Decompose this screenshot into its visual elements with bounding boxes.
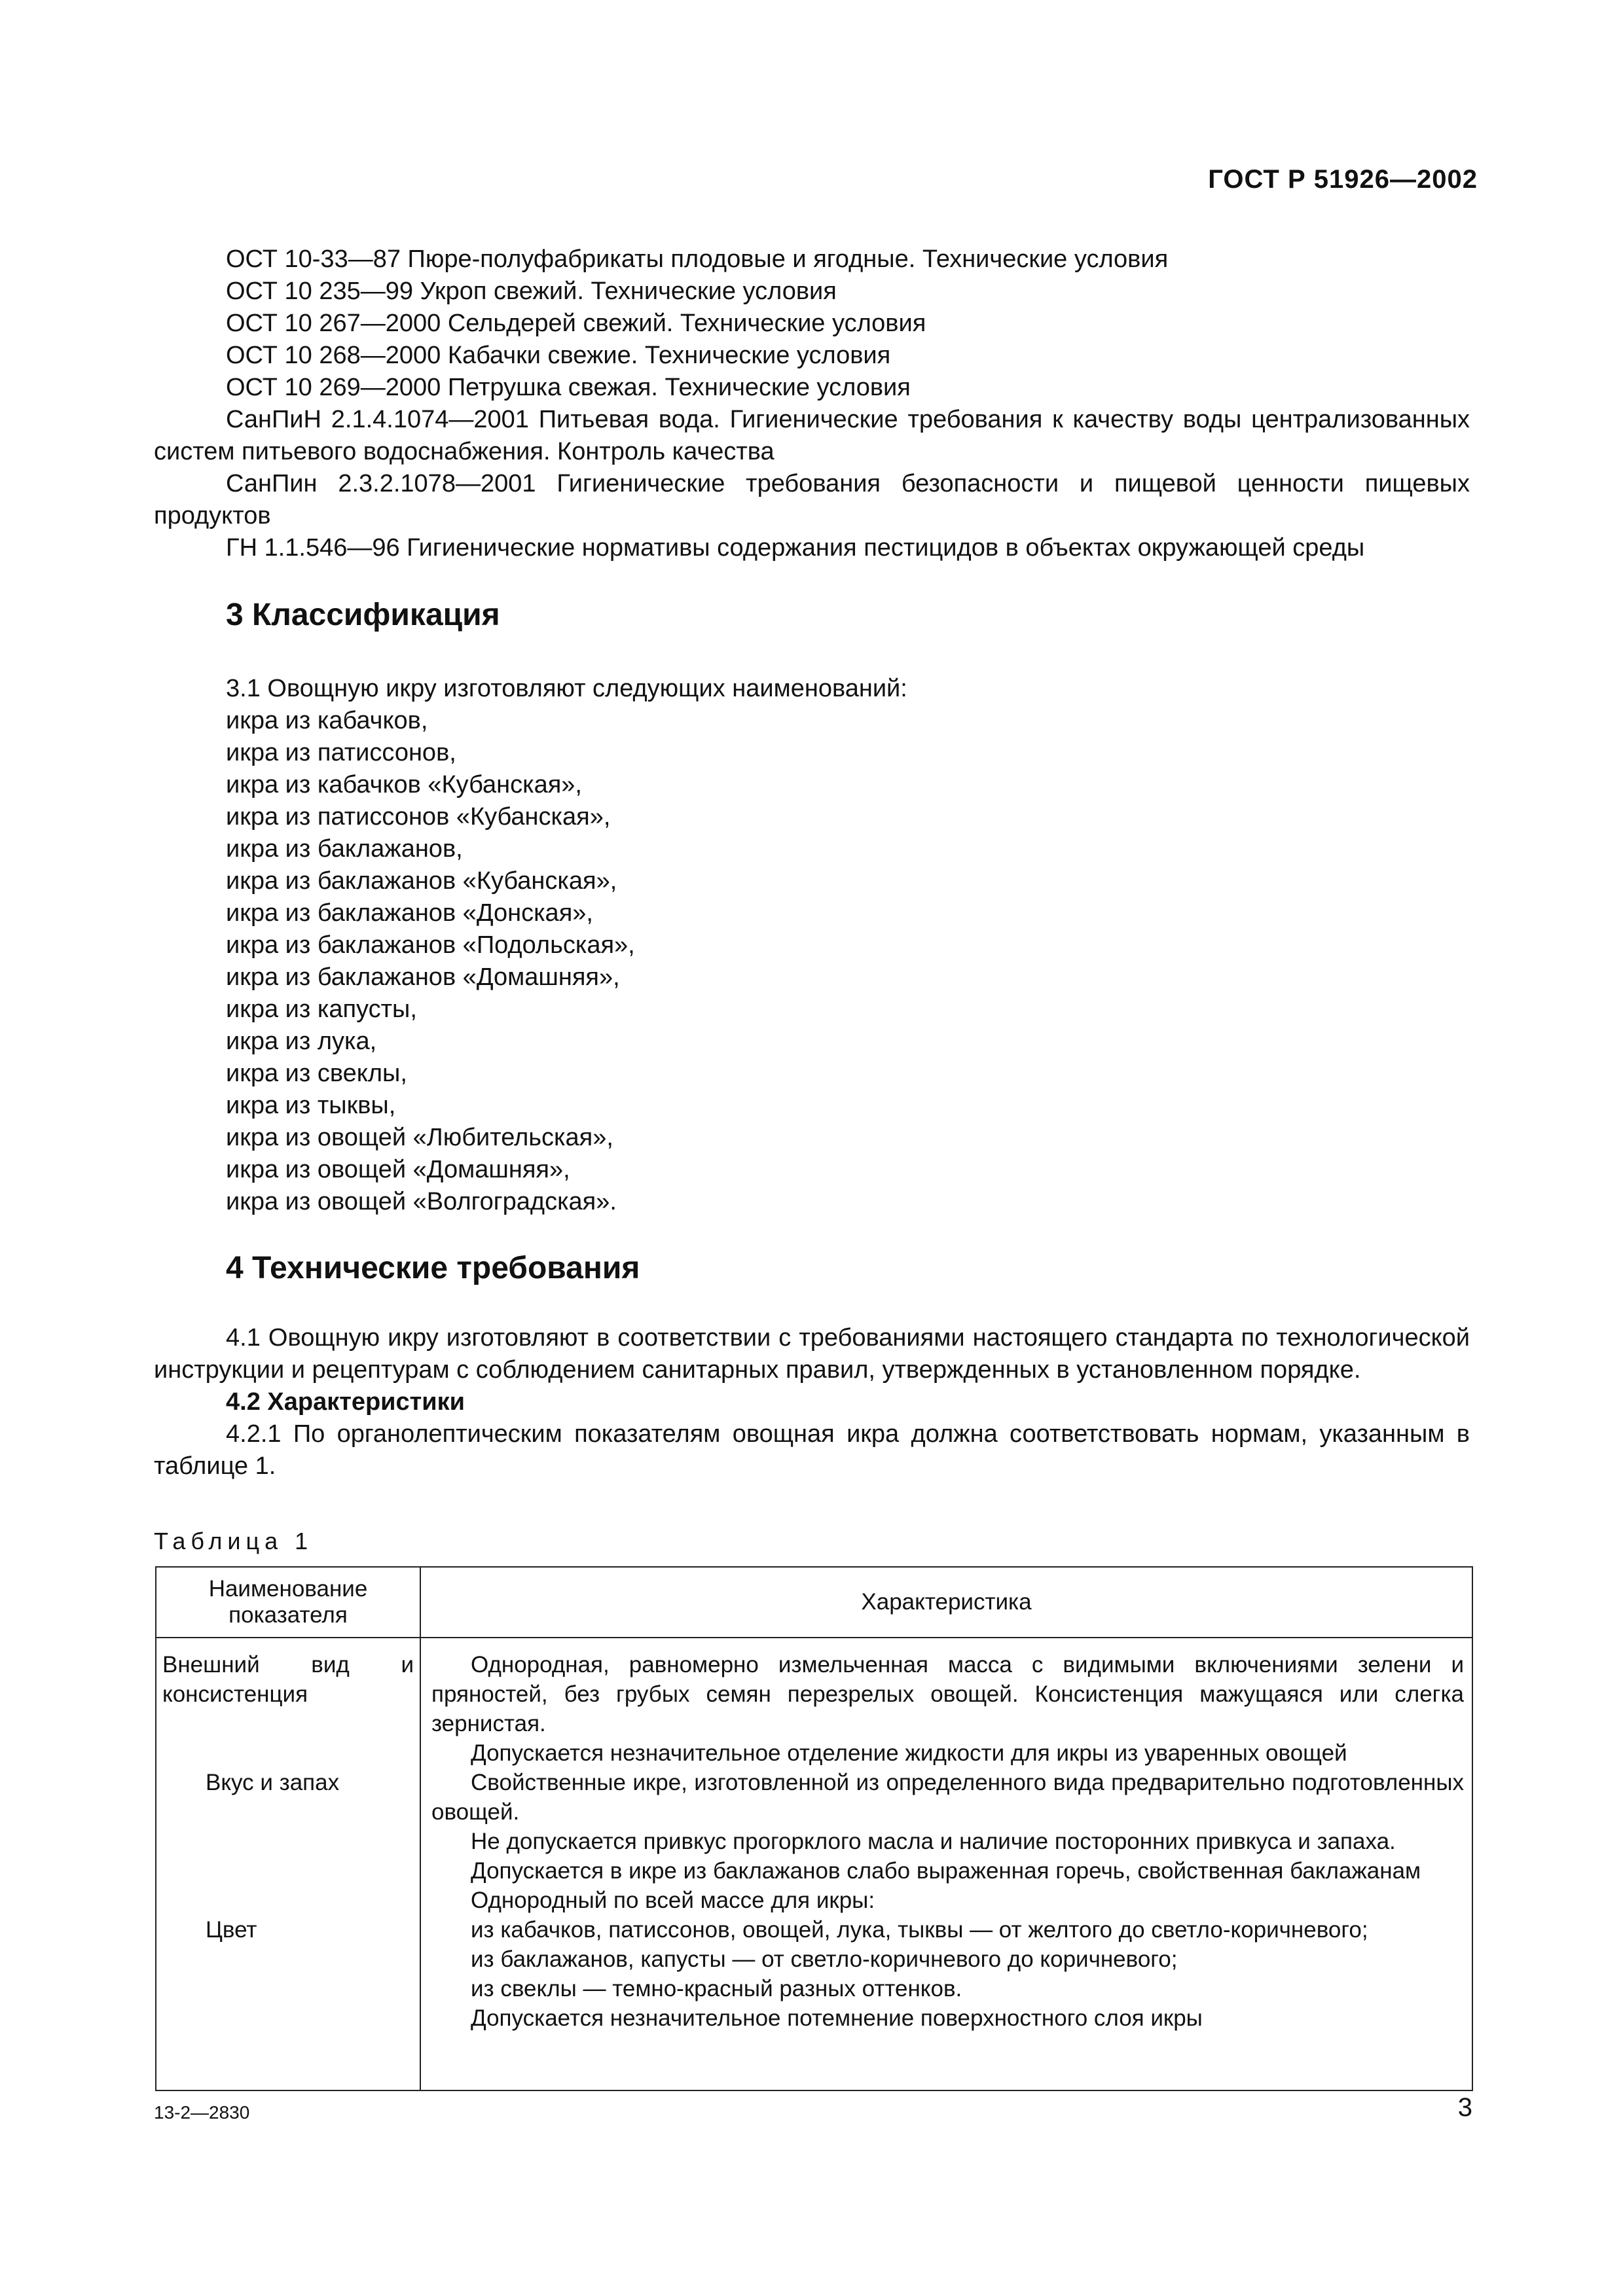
paragraph-4-1: 4.1 Овощную икру изготовляют в соответствии с требованиями настоящего стандарта по технологической инструкции и рецептурам с соблюдением санитарных правил, утвержденных в установленном порядке. bbox=[154, 1324, 1470, 1384]
characteristic-line: Допускается в икре из баклажанов слабо выраженная горечь, свойственная баклажанам bbox=[471, 1858, 1421, 1884]
list-item: икра из баклажанов «Подольская», bbox=[226, 931, 635, 959]
reference-item: ОСТ 10 268—2000 Кабачки свежие. Технические условия bbox=[226, 342, 891, 369]
col-header-parameter: Наименование показателя bbox=[156, 1567, 420, 1638]
list-item: икра из овощей «Любительская», bbox=[226, 1124, 613, 1151]
characteristic-line: из кабачков, патиссонов, овощей, лука, тыквы — от желтого до светло-коричневого; bbox=[471, 1917, 1368, 1943]
table-1 bbox=[155, 1566, 1473, 2091]
list-item: икра из капусты, bbox=[226, 996, 417, 1023]
list-item: икра из свеклы, bbox=[226, 1060, 407, 1087]
list-item: икра из тыквы, bbox=[226, 1092, 396, 1119]
subheading-4-2: 4.2 Характеристики bbox=[226, 1388, 465, 1416]
param-appearance-text: Внешний вид и консистенция bbox=[162, 1652, 414, 1707]
reference-item: ОСТ 10-33—87 Пюре-полуфабрикаты плодовые и ягодные. Технические условия bbox=[226, 245, 1169, 273]
characteristic-line: Допускается незначительное потемнение поверхностного слоя икры bbox=[471, 2005, 1203, 2031]
table-header-row bbox=[156, 1567, 1472, 1638]
characteristic-line: Не допускается привкус прогорклого масла и наличие посторонних привкуса и запаха. bbox=[471, 1829, 1396, 1854]
table-row bbox=[156, 1638, 1472, 2090]
param-color: Цвет bbox=[206, 1917, 257, 1943]
param-appearance bbox=[162, 1650, 414, 1709]
section-3-heading: 3 Классификация bbox=[226, 598, 500, 632]
normative-references bbox=[154, 243, 1470, 564]
reference-item: ОСТ 10 235—99 Укроп свежий. Технические условия bbox=[226, 278, 837, 305]
characteristic-line: из свеклы — темно-красный разных оттенков. bbox=[471, 1976, 962, 2001]
list-item: икра из лука, bbox=[226, 1028, 377, 1055]
list-item: икра из баклажанов «Кубанская», bbox=[226, 867, 617, 895]
list-item: икра из баклажанов «Домашняя», bbox=[226, 963, 620, 991]
parameter-cell bbox=[156, 1638, 420, 2090]
print-code: 13-2—2830 bbox=[154, 2102, 250, 2123]
characteristic-line: Однородная, равномерно измельченная масса с видимыми включениями зелени и пряностей, без грубых семян перезрелых овощей. Консистенция мажущаяся или слегка зернистая. bbox=[431, 1652, 1464, 1736]
list-item: икра из баклажанов, bbox=[226, 835, 463, 863]
list-item: икра из овощей «Домашняя», bbox=[226, 1156, 570, 1183]
page-number: 3 bbox=[1457, 2093, 1472, 2122]
characteristic-line: Допускается незначительное отделение жидкости для икры из уваренных овощей bbox=[471, 1740, 1347, 1766]
list-item: икра из патиссонов, bbox=[226, 739, 456, 766]
list-item: икра из баклажанов «Донская», bbox=[226, 899, 593, 927]
col-header-characteristic: Характеристика bbox=[420, 1567, 1472, 1638]
characteristic-line: Свойственные икре, изготовленной из определенного вида предварительно подготовленных овощей. bbox=[431, 1770, 1464, 1825]
characteristic-line: из баклажанов, капусты — от светло-коричневого до коричневого; bbox=[471, 1946, 1178, 1972]
paragraph-4-2-1: 4.2.1 По органолептическим показателям овощная икра должна соответствовать нормам, указанным в таблице 1. bbox=[154, 1420, 1470, 1480]
table-caption: Таблица 1 bbox=[154, 1528, 314, 1554]
classification-list bbox=[226, 673, 907, 1218]
reference-item: ГН 1.1.546—96 Гигиенические нормативы содержания пестицидов в объектах окружающей среды bbox=[226, 534, 1365, 562]
list-item: икра из овощей «Волгоградская». bbox=[226, 1188, 617, 1215]
param-taste: Вкус и запах bbox=[206, 1770, 340, 1795]
classification-intro: 3.1 Овощную икру изготовляют следующих наименований: bbox=[226, 675, 907, 702]
list-item: икра из кабачков, bbox=[226, 707, 428, 734]
characteristic-line: Однородный по всей массе для икры: bbox=[471, 1888, 875, 1913]
reference-item: ОСТ 10 269—2000 Петрушка свежая. Технические условия bbox=[226, 374, 911, 401]
characteristic-cell bbox=[420, 1638, 1472, 2090]
section-4-heading: 4 Технические требования bbox=[226, 1251, 640, 1285]
reference-item: СанПин 2.3.2.1078—2001 Гигиенические требования безопасности и пищевой ценности пищевых продуктов bbox=[154, 470, 1470, 529]
list-item: икра из патиссонов «Кубанская», bbox=[226, 803, 611, 831]
list-item: икра из кабачков «Кубанская», bbox=[226, 771, 582, 798]
reference-item: ОСТ 10 267—2000 Сельдерей свежий. Технические условия bbox=[226, 310, 926, 337]
reference-item: СанПиН 2.1.4.1074—2001 Питьевая вода. Гигиенические требования к качеству воды централизованных систем питьевого водоснабжения. Контроль качества bbox=[154, 406, 1470, 465]
section-4-body bbox=[154, 1322, 1470, 1482]
standard-code: ГОСТ Р 51926—2002 bbox=[1208, 165, 1478, 194]
